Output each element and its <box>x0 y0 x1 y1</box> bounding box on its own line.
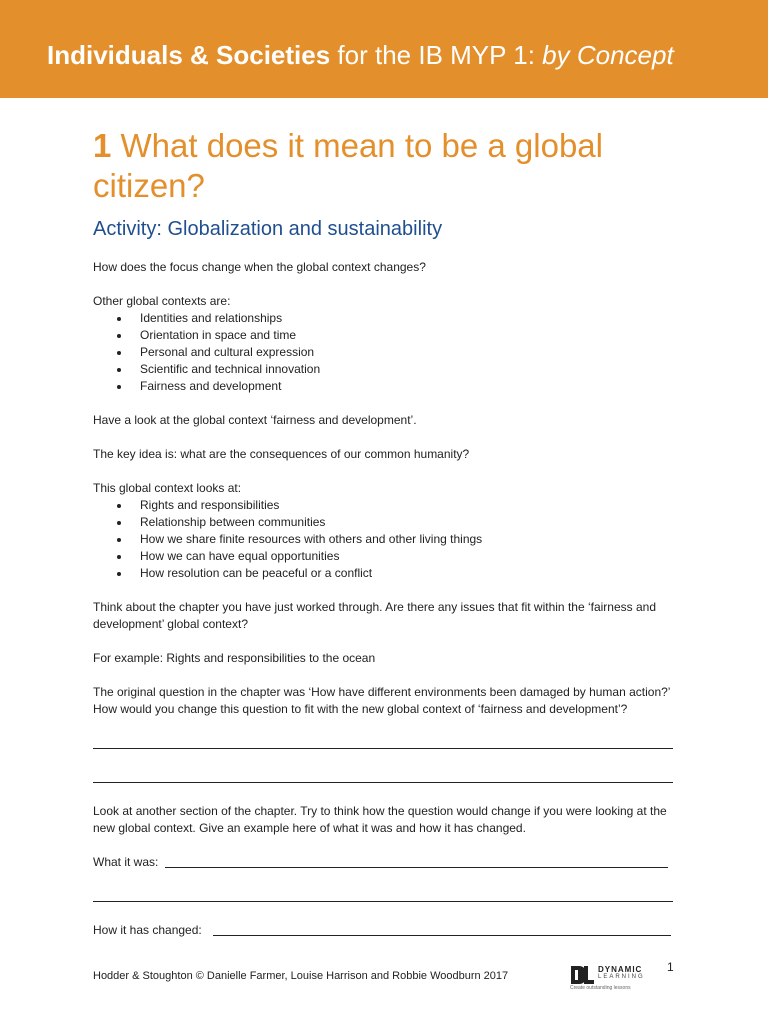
list-item: Relationship between communities <box>93 514 678 531</box>
intro-question: How does the focus change when the global context changes? <box>93 260 426 274</box>
logo-tagline: Create outstanding lessons <box>570 985 631 991</box>
list-item: Personal and cultural expression <box>93 344 678 361</box>
logo-word-learning: LEARNING <box>598 974 645 980</box>
list-item: Identities and relationships <box>93 310 678 327</box>
how-changed-label: How it has changed: <box>93 923 202 937</box>
header-banner <box>0 0 768 98</box>
what-it-was-label: What it was: <box>93 855 159 869</box>
another-section-text: Look at another section of the chapter. Try to think how the question would change if you were looking at the new global context. Give an example here of what it was and how it has changed. <box>93 804 667 835</box>
subject-title <box>47 40 674 71</box>
subject-title-rest: for the IB MYP 1: <box>330 40 543 70</box>
answer-line[interactable] <box>93 769 678 786</box>
chapter-title-text: What does it mean to be a global citizen? <box>93 127 603 204</box>
other-contexts-heading: Other global contexts are: <box>93 294 231 308</box>
example-text: For example: Rights and responsibilities to the ocean <box>93 651 376 665</box>
list-item: How resolution can be peaceful or a conflict <box>93 565 678 582</box>
how-changed-line[interactable] <box>213 935 671 936</box>
dynamic-learning-logo <box>570 964 652 991</box>
activity-title: Activity: Globalization and sustainability <box>93 218 443 240</box>
list-item: Rights and responsibilities <box>93 497 678 514</box>
list-item: Fairness and development <box>93 378 678 395</box>
chapter-title <box>93 126 713 206</box>
list-item: How we share finite resources with others and other living things <box>93 531 678 548</box>
key-idea-text: The key idea is: what are the consequences of our common humanity? <box>93 447 470 461</box>
page-number: 1 <box>667 960 674 974</box>
dynamic-learning-logo-icon <box>570 964 594 986</box>
what-it-was-field[interactable] <box>93 854 678 871</box>
original-question-text: The original question in the chapter was ‘How have different environments been damaged by human action?’ How would you change this question to fit with the new global context of ‘fairness and development’? <box>93 685 671 716</box>
chapter-number: 1 <box>93 127 112 164</box>
other-contexts-list <box>93 310 678 395</box>
how-changed-field[interactable] <box>93 922 678 939</box>
subject-title-italic: by Concept <box>542 40 674 70</box>
looks-at-heading: This global context looks at: <box>93 481 242 495</box>
worksheet-body <box>93 259 678 939</box>
looks-at-list <box>93 497 678 582</box>
list-item: Orientation in space and time <box>93 327 678 344</box>
list-item: Scientific and technical innovation <box>93 361 678 378</box>
what-it-was-line[interactable] <box>165 867 668 868</box>
list-item: How we can have equal opportunities <box>93 548 678 565</box>
answer-line[interactable] <box>93 888 678 905</box>
logo-word-dynamic: DYNAMIC <box>598 965 643 974</box>
copyright-footer: Hodder & Stoughton © Danielle Farmer, Louise Harrison and Robbie Woodburn 2017 <box>93 970 509 982</box>
answer-line[interactable] <box>93 735 678 752</box>
look-context-text: Have a look at the global context ‘fairness and development’. <box>93 413 417 427</box>
think-about-text: Think about the chapter you have just worked through. Are there any issues that fit within the ‘fairness and development’ global context? <box>93 600 656 631</box>
subject-title-bold: Individuals & Societies <box>47 40 331 70</box>
